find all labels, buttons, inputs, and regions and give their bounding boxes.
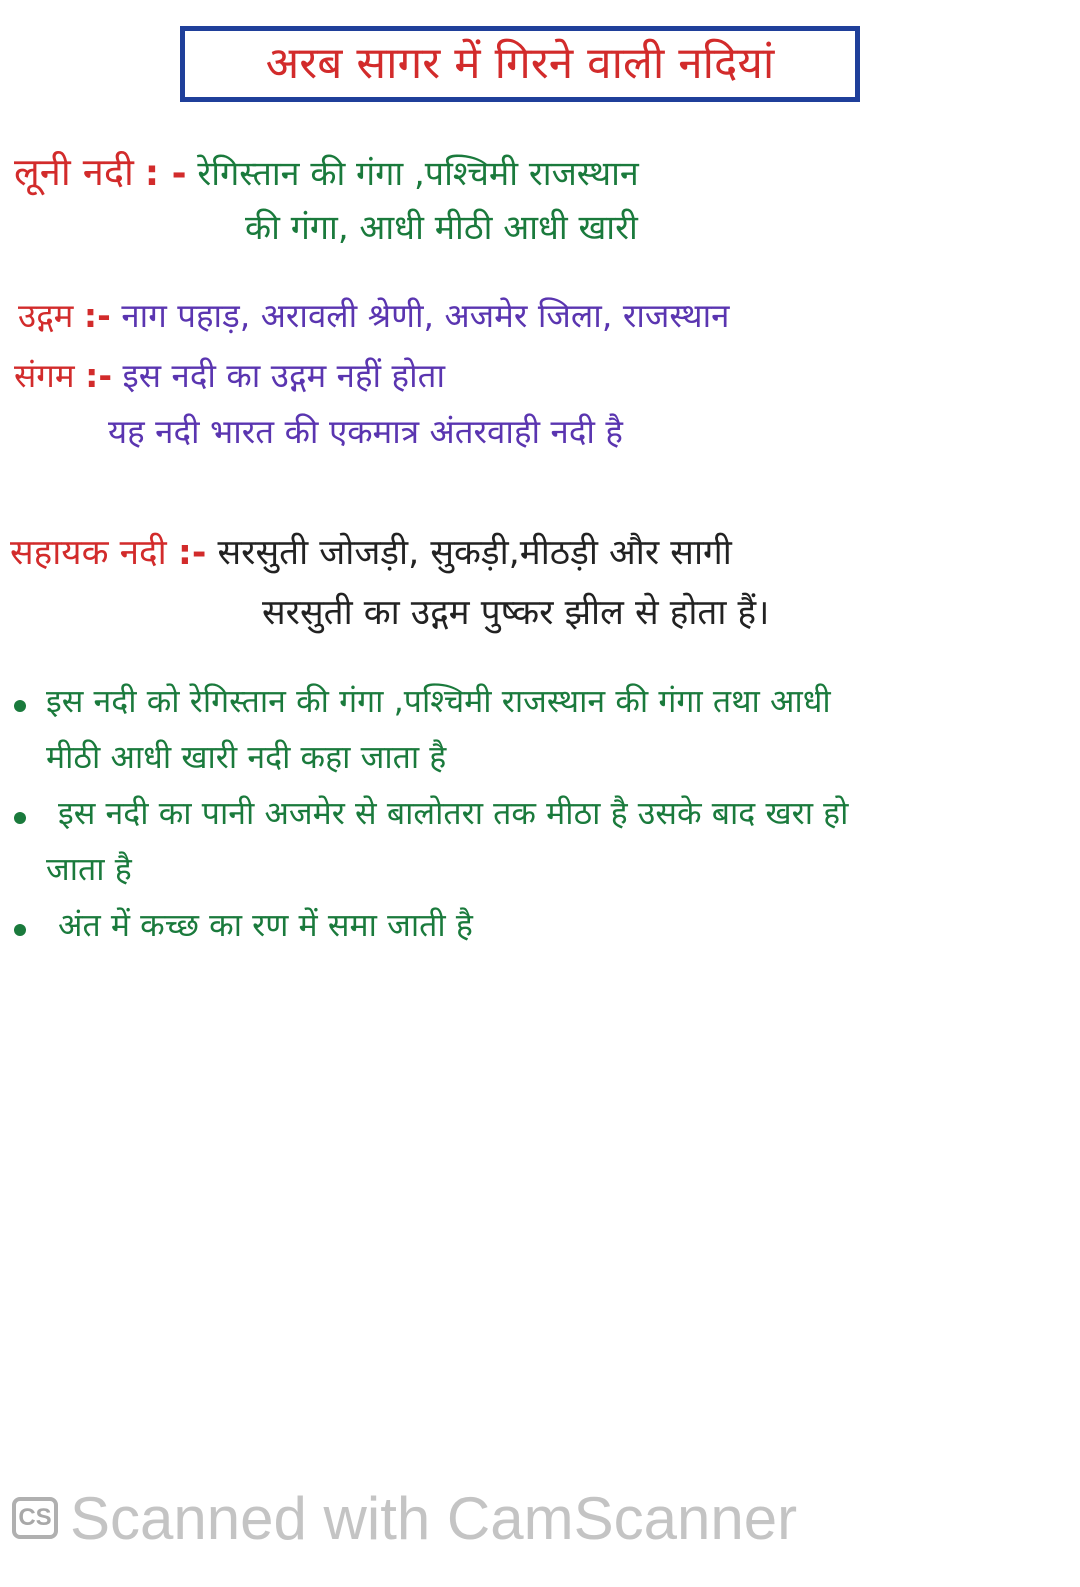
sahayak-separator: :- [177, 533, 207, 573]
sangam-text: इस नदी का उद्गम नहीं होता [122, 356, 445, 395]
camscanner-watermark [12, 1478, 797, 1558]
sangam-line2: यह नदी भारत की एकमात्र अंतरवाही नदी है [108, 412, 623, 451]
luni-label: लूनी नदी [14, 150, 134, 194]
luni-separator: : - [144, 153, 187, 194]
luni-line2: की गंगा, आधी मीठी आधी खारी [245, 208, 638, 248]
bullet-dot [14, 812, 26, 824]
sangam-separator: :- [85, 356, 113, 395]
title-box [180, 26, 860, 102]
sahayak-line2: सरसुती का उद्गम पुष्कर झील से होता हैं। [262, 593, 770, 633]
page-title: अरब सागर में गिरने वाली नदियां [265, 38, 775, 89]
camscanner-logo-icon: CS [12, 1497, 58, 1539]
sahayak-row [10, 532, 732, 574]
bullet-1-line1: इस नदी को रेगिस्तान की गंगा ,पश्चिमी राजस्थान की गंगा तथा आधी [46, 682, 831, 720]
udgam-row [18, 296, 729, 336]
udgam-label: उद्गम [18, 296, 74, 335]
sangam-row [14, 356, 445, 396]
bullet-2-line2: जाता है [46, 850, 132, 888]
bullet-1-line2: मीठी आधी खारी नदी कहा जाता है [46, 738, 447, 776]
udgam-separator: :- [83, 296, 111, 335]
sahayak-label: सहायक नदी [10, 533, 167, 573]
bullet-3-line1: अंत में कच्छ का रण में समा जाती है [58, 906, 473, 944]
luni-line1: रेगिस्तान की गंगा ,पश्चिमी राजस्थान [197, 154, 639, 194]
udgam-text: नाग पहाड़, अरावली श्रेणी, अजमेर जिला, राजस्थान [121, 296, 730, 335]
sangam-label: संगम [14, 356, 75, 395]
bullet-2-line1: इस नदी का पानी अजमेर से बालोतरा तक मीठा है उसके बाद खरा हो [58, 794, 849, 832]
bullet-dot [14, 924, 26, 936]
watermark-text: Scanned with CamScanner [70, 1484, 798, 1552]
luni-row [14, 150, 639, 196]
bullet-dot [14, 700, 26, 712]
sahayak-line1: सरसुती जोजड़ी, सुकड़ी,मीठड़ी और सागी [217, 533, 732, 573]
